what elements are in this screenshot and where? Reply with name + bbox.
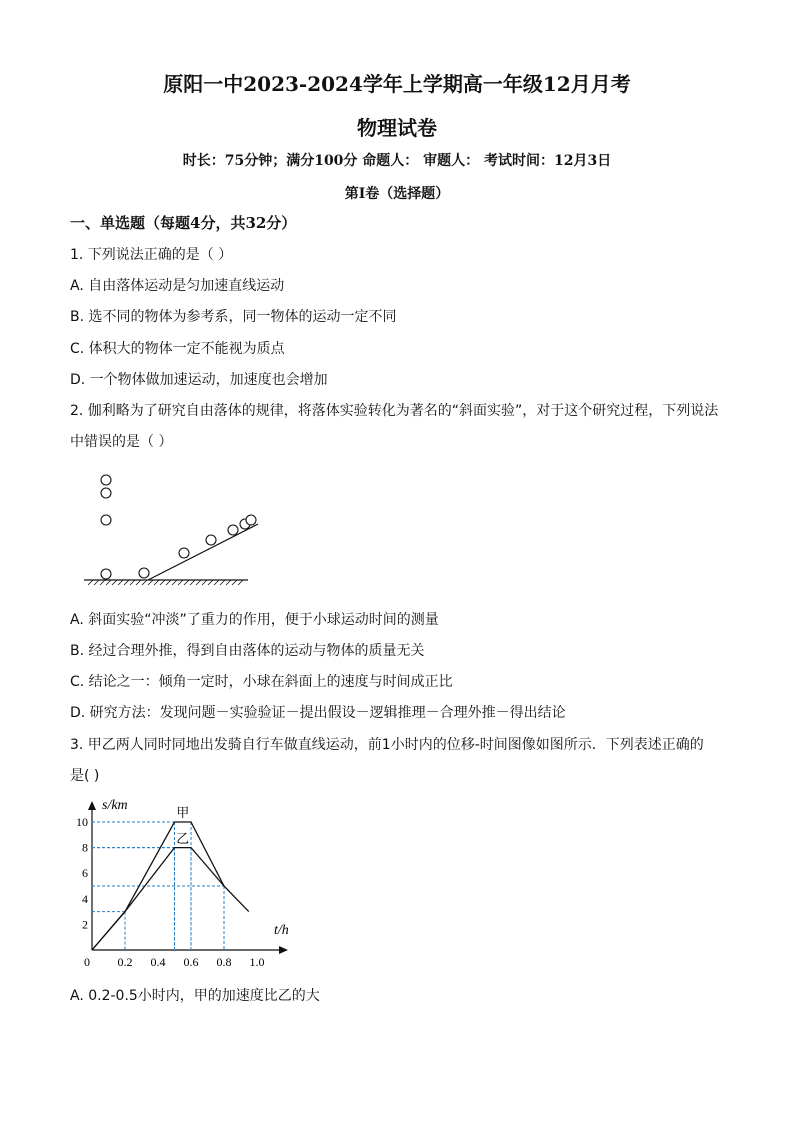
- q3-stem-line2: 是( ): [70, 768, 100, 784]
- falling-ball: [101, 475, 111, 485]
- x-axis-label: t/h: [274, 923, 289, 938]
- part-heading: 第I卷（选择题）: [344, 186, 450, 202]
- x-tick-label: 0.6: [183, 955, 199, 969]
- rolling-ball: [228, 525, 238, 535]
- q2-option-c: C. 结论之一：倾角一定时，小球在斜面上的速度与时间成正比: [70, 674, 453, 690]
- x-tick-label: 1.0: [249, 955, 265, 969]
- q1-option-c: C. 体积大的物体一定不能视为质点: [70, 341, 285, 357]
- y-axis-arrow: [88, 801, 96, 810]
- q1-option-d: D. 一个物体做加速运动，加速度也会增加: [70, 372, 328, 388]
- rolling-ball: [139, 568, 149, 578]
- falling-ball: [101, 569, 111, 579]
- exam-meta: 时长：75分钟；满分100分 命题人： 审题人： 考试时间：12月3日: [182, 153, 612, 169]
- series-label: 乙: [176, 831, 190, 847]
- falling-ball: [101, 488, 111, 498]
- q2-stem-line2: 中错误的是（ ）: [70, 434, 173, 450]
- series-label: 甲: [176, 804, 190, 820]
- q3-option-a: A. 0.2-0.5小时内，甲的加速度比乙的大: [70, 988, 320, 1004]
- x-tick-label: 0.4: [150, 955, 166, 969]
- q1-option-a: A. 自由落体运动是匀加速直线运动: [70, 278, 285, 294]
- falling-ball: [101, 515, 111, 525]
- rolling-ball: [179, 548, 189, 558]
- displacement-time-chart: [70, 795, 310, 975]
- q2-option-d: D. 研究方法：发现问题－实验验证－提出假设－逻辑推理－合理外推－得出结论: [70, 705, 566, 721]
- y-tick-label: 4: [82, 891, 88, 906]
- q2-option-b: B. 经过合理外推，得到自由落体的运动与物体的质量无关: [70, 643, 425, 659]
- exam-title: 原阳一中2023-2024学年上学期高一年级12月月考: [163, 72, 631, 96]
- y-tick-label: 8: [82, 840, 88, 855]
- rolling-ball: [206, 535, 216, 545]
- exam-subtitle: 物理试卷: [357, 116, 437, 140]
- series-line-2: [92, 848, 224, 950]
- y-tick-label: 10: [76, 815, 88, 829]
- x-tick-label: 0: [84, 955, 90, 969]
- q3-stem-line1: 3. 甲乙两人同时同地出发骑自行车做直线运动，前1小时内的位移-时间图像如图所示．下列表述正确的: [70, 737, 704, 753]
- incline-line: [148, 524, 258, 580]
- incline-experiment-figure: [80, 468, 260, 588]
- q2-stem-line1: 2. 伽利略为了研究自由落体的规律，将落体实验转化为著名的“斜面实验”，对于这个研究过程，下列说法: [70, 403, 719, 419]
- rolling-ball: [246, 515, 256, 525]
- x-tick-label: 0.2: [117, 955, 133, 969]
- y-tick-label: 6: [82, 866, 88, 881]
- y-axis-label: s/km: [102, 798, 128, 813]
- q1-option-b: B. 选不同的物体为参考系，同一物体的运动一定不同: [70, 309, 397, 325]
- x-axis-arrow: [279, 946, 288, 954]
- ground-hatching: [88, 580, 243, 585]
- q2-option-a: A. 斜面实验“冲淡”了重力的作用，便于小球运动时间的测量: [70, 612, 439, 628]
- y-tick-label: 2: [82, 917, 88, 932]
- series-line-1: [92, 822, 249, 950]
- x-tick-label: 0.8: [216, 955, 232, 969]
- section-heading: 一、单选题（每题4分，共32分）: [70, 214, 297, 232]
- q1-stem: 1. 下列说法正确的是（ ）: [70, 247, 233, 263]
